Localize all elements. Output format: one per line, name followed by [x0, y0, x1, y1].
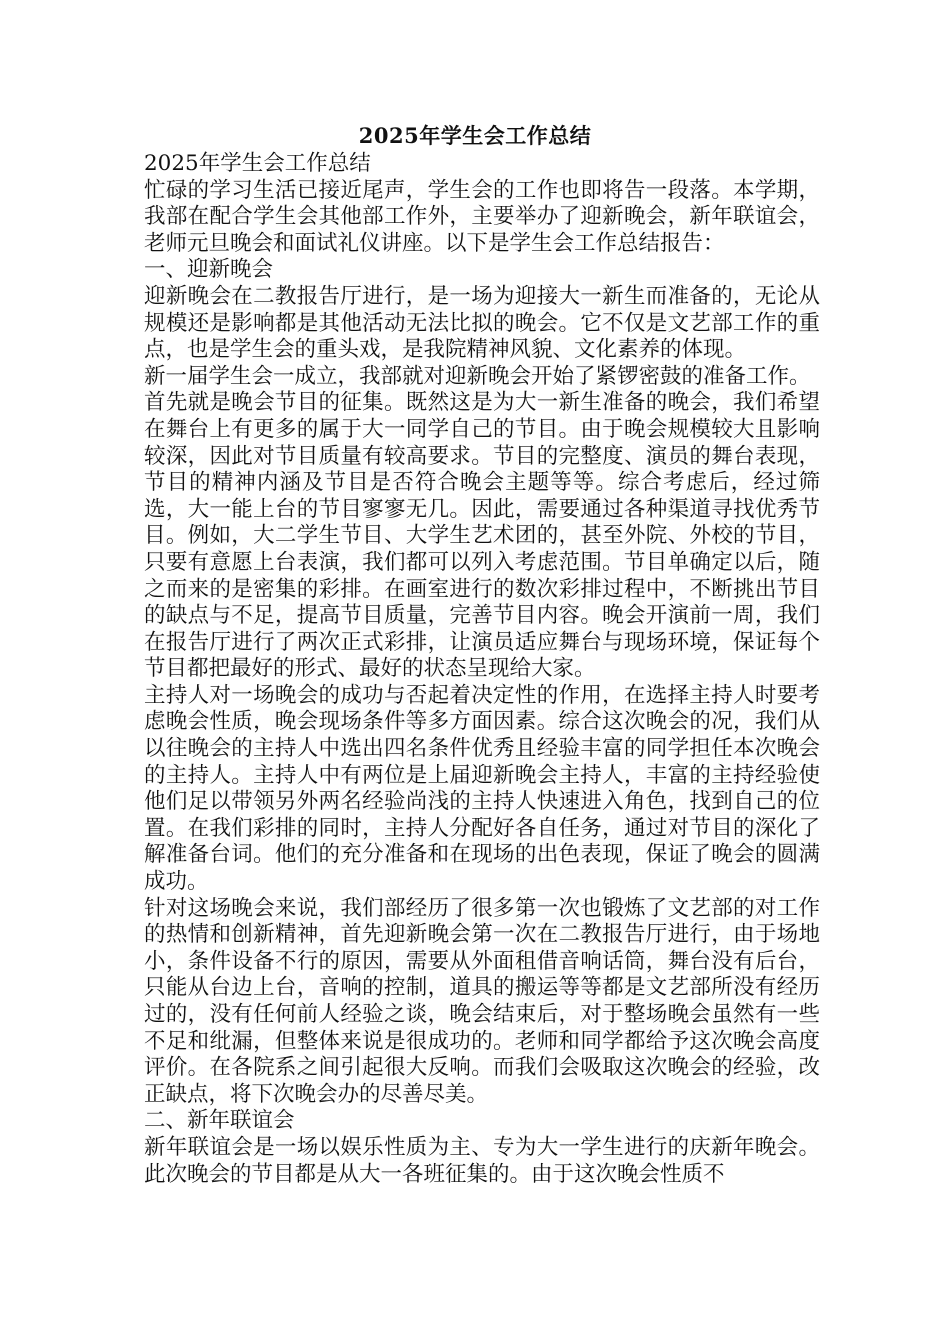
paragraph: 主持人对一场晚会的成功与否起着决定性的作用，在选择主持人时要考虑晚会性质，晚会现场条件等多方面因素。综合这次晚会的况，我们从以往晚会的主持人中选出四名条件优秀且经验丰富的同学担任本次晚会的主持人。主持人中有两位是上届迎新晚会主持人，丰富的主持经验使他们足以带领另外两名经验尚浅的主持人快速进入角色，找到自己的位置。在我们彩排的同时，主持人分配好各自任务，通过对节目的深化了解准备台词。他们的充分准备和在现场的出色表现，保证了晚会的圆满成功。	[144, 682, 820, 895]
document-title: 2025年学生会工作总结	[358, 123, 592, 148]
section-heading-new-year-party: 二、新年联谊会	[144, 1108, 295, 1134]
paragraph: 新一届学生会一成立，我部就对迎新晚会开始了紧锣密鼓的准备工作。	[144, 363, 811, 389]
section-heading-welcome-party: 一、迎新晚会	[144, 257, 274, 283]
paragraph-intro: 忙碌的学习生活已接近尾声，学生会的工作也即将告一段落。本学期，我部在配合学生会其他部工作外，主要举办了迎新晚会，新年联谊会，老师元旦晚会和面试礼仪讲座。以下是学生会工作总结报告：	[144, 177, 820, 256]
paragraph: 新年联谊会是一场以娱乐性质为主、专为大一学生进行的庆新年晚会。此次晚会的节目都是从大一各班征集的。由于这次晚会性质不	[144, 1134, 820, 1187]
paragraph-subtitle: 2025年学生会工作总结	[144, 151, 371, 176]
document-body	[144, 151, 820, 1188]
paragraph: 首先就是晚会节目的征集。既然这是为大一新生准备的晚会，我们希望在舞台上有更多的属于大一同学自己的节目。由于晚会规模较大且影响较深，因此对节目质量有较高要求。节目的完整度、演员的舞台表现，节目的精神内涵及节目是否符合晚会主题等等。综合考虑后，经过筛选，大一能上台的节目寥寥无几。因此，需要通过各种渠道寻找优秀节目。例如，大二学生节目、大学生艺术团的，甚至外院、外校的节目，只要有意愿上台表演，我们都可以列入考虑范围。节目单确定以后，随之而来的是密集的彩排。在画室进行的数次彩排过程中，不断挑出节目的缺点与不足，提高节目质量，完善节目内容。晚会开演前一周，我们在报告厅进行了两次正式彩排，让演员适应舞台与现场环境，保证每个节目都把最好的形式、最好的状态呈现给大家。	[144, 390, 820, 682]
paragraph: 迎新晚会在二教报告厅进行，是一场为迎接大一新生而准备的，无论从规模还是影响都是其他活动无法比拟的晚会。它不仅是文艺部工作的重点，也是学生会的重头戏，是我院精神风貌、文化素养的体现。	[144, 283, 820, 363]
paragraph: 针对这场晚会来说，我们部经历了很多第一次也锻炼了文艺部的对工作的热情和创新精神，首先迎新晚会第一次在二教报告厅进行，由于场地小，条件设备不行的原因，需要从外面租借音响话筒，舞台没有后台，只能从台边上台，音响的控制，道具的搬运等等都是文艺部所没有经历过的，没有任何前人经验之谈，晚会结束后，对于整场晚会虽然有一些不足和纰漏，但整体来说是很成功的。老师和同学都给予这次晚会高度评价。在各院系之间引起很大反响。而我们会吸取这次晚会的经验，改正缺点，将下次晚会办的尽善尽美。	[144, 895, 820, 1107]
